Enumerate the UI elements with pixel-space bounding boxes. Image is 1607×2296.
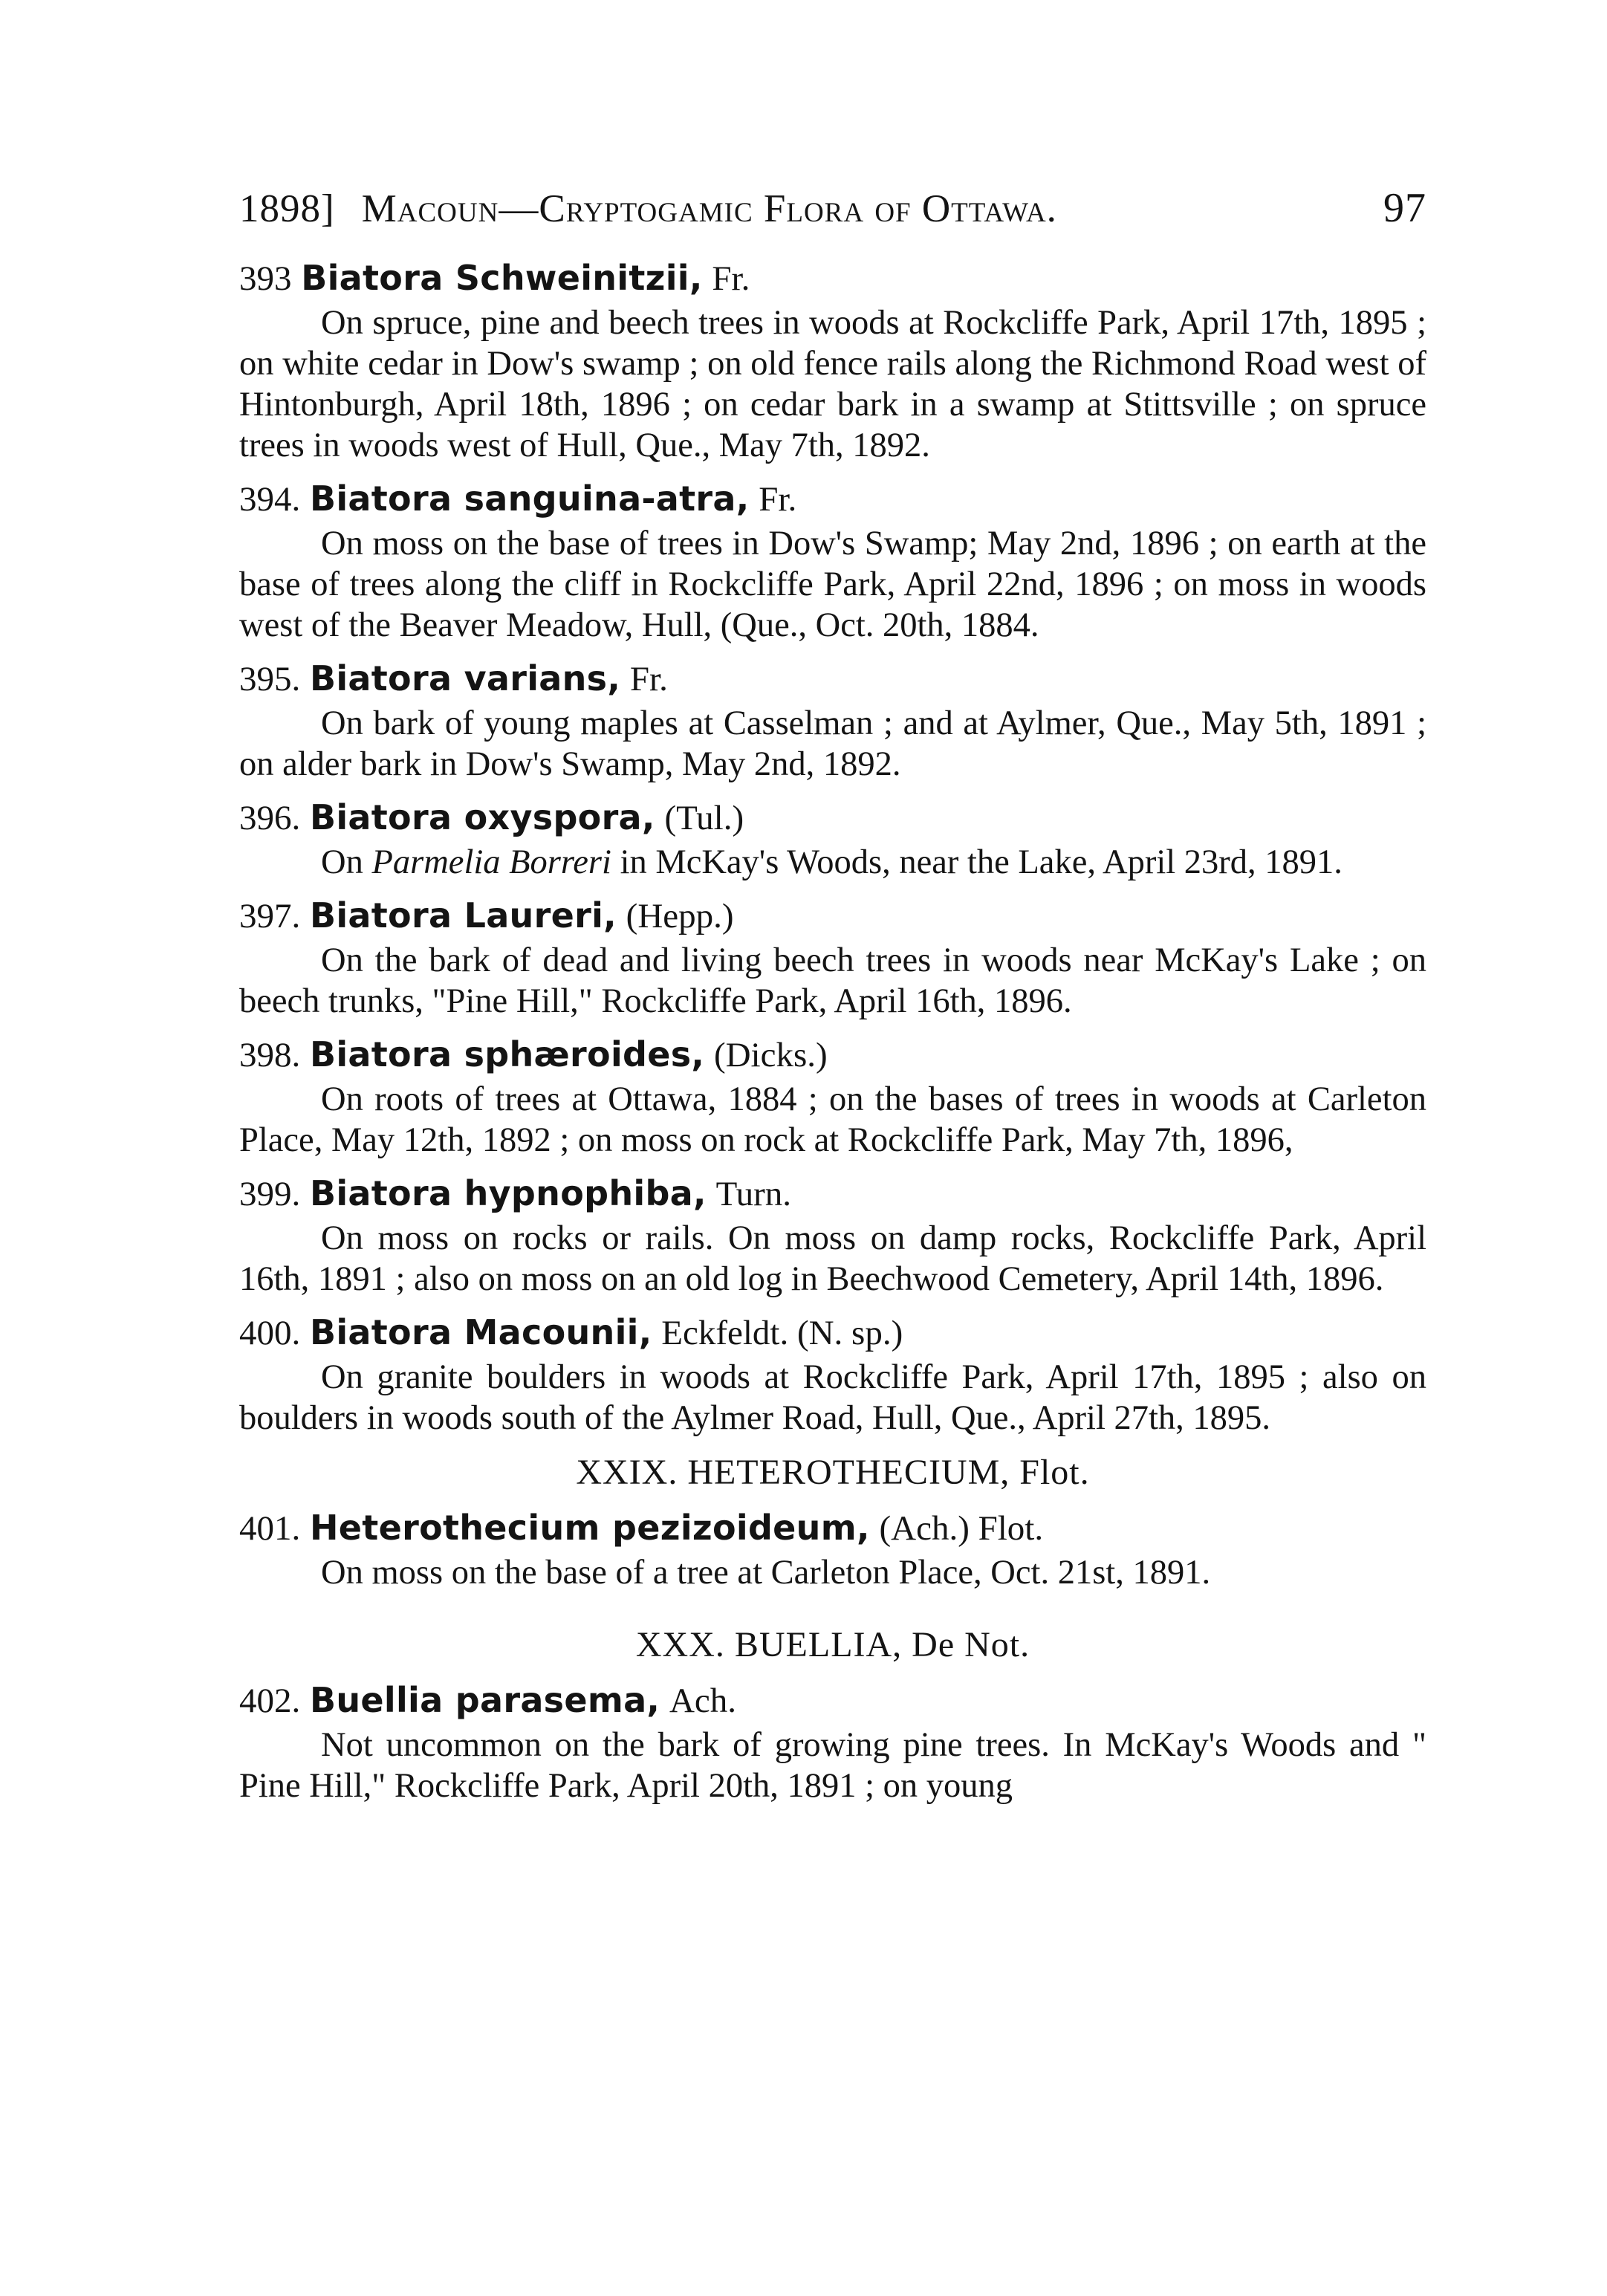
- entry-text: On moss on the base of a tree at Carleton Place, Oct. 21st, 1891.: [321, 1554, 1211, 1592]
- header-title: Macoun—Cryptogamic Flora of Ottawa.: [361, 187, 1057, 230]
- page: [239, 184, 1426, 2250]
- species-authority: Turn.: [715, 1175, 792, 1213]
- species-name: Biatora Macounii,: [310, 1312, 652, 1352]
- species-authority: (Tul.): [664, 799, 744, 837]
- entry-number: 402.: [239, 1682, 301, 1720]
- species-entry-395: [239, 655, 1426, 785]
- species-entry-398: [239, 1031, 1426, 1161]
- species-name: Buellia parasema,: [310, 1680, 660, 1720]
- species-name: Heterothecium pezizoideum,: [310, 1508, 870, 1548]
- entry-heading: [239, 794, 1426, 842]
- entry-number: 395.: [239, 660, 301, 698]
- entry-number: 398.: [239, 1036, 301, 1074]
- entry-heading: [239, 655, 1426, 703]
- genus-section-heading: XXX. BUELLIA, De Not.: [635, 1625, 1030, 1664]
- species-authority: Fr.: [629, 660, 668, 698]
- species-entry-397: [239, 892, 1426, 1022]
- species-authority: Eckfeldt. (N. sp.): [661, 1314, 903, 1352]
- species-authority: (Ach.) Flot.: [879, 1509, 1044, 1548]
- entry-heading: [239, 1308, 1426, 1357]
- species-entry-400: [239, 1308, 1426, 1439]
- species-entry-393: [239, 254, 1426, 466]
- page-number: 97: [1383, 185, 1426, 231]
- entry-number: 400.: [239, 1314, 301, 1352]
- entry-number: 396.: [239, 799, 301, 837]
- entry-text: On moss on rocks or rails. On moss on damp rocks, Rockcliffe Park, April 16th, 1891 ; also on moss on an old log in Beechwood Cemetery, April 14th, 1896.: [239, 1219, 1426, 1298]
- entry-heading: [239, 1170, 1426, 1218]
- entry-text-rest: in McKay's Woods, near the Lake, April 23rd, 1891.: [611, 843, 1343, 881]
- entry-heading: [239, 1504, 1426, 1552]
- species-authority: Fr.: [759, 480, 797, 519]
- entry-number: 397.: [239, 897, 301, 935]
- host-species-italic: Parmelia Borreri: [371, 843, 611, 881]
- entry-number: 399.: [239, 1175, 301, 1213]
- entry-number: 394.: [239, 480, 301, 519]
- species-entry-396: [239, 794, 1426, 883]
- entry-text: On granite boulders in woods at Rockcliffe Park, April 17th, 1895 ; also on boulders in woods south of the Aylmer Road, Hull, Que., April 27th, 1895.: [239, 1358, 1426, 1437]
- genus-section-heading: XXIX. HETEROTHECIUM, Flot.: [576, 1453, 1090, 1492]
- species-entry-394: [239, 475, 1426, 646]
- species-authority: (Hepp.): [626, 897, 734, 935]
- entry-text: On the bark of dead and living beech trees in woods near McKay's Lake ; on beech trunks, "Pine Hill," Rockcliffe Park, April 16th, 1896.: [239, 941, 1426, 1020]
- species-name: Biatora oxyspora,: [310, 797, 655, 837]
- entry-text: On moss on the base of trees in Dow's Swamp; May 2nd, 1896 ; on earth at the base of trees along the cliff in Rockcliffe Park, April 22nd, 1896 ; on moss in woods west of the Beaver Meadow, Hull, (Que., Oct. 20th, 1884.: [239, 525, 1426, 644]
- entry-heading: [239, 1676, 1426, 1725]
- entry-text-lead: On: [321, 843, 372, 881]
- entry-heading: [239, 254, 1426, 302]
- entry-heading: [239, 475, 1426, 523]
- entry-text: On spruce, pine and beech trees in woods at Rockcliffe Park, April 17th, 1895 ; on white cedar in Dow's swamp ; on old fence rails along the Richmond Road west of Hintonburgh, April 18th, 1896 ; on cedar bark in a swamp at Stittsville ; on spruce trees in woods west of Hull, Que., May 7th, 1892.: [239, 304, 1426, 464]
- header-year: 1898]: [239, 187, 335, 230]
- entry-text: [239, 842, 1426, 883]
- species-name: Biatora varians,: [310, 658, 621, 698]
- species-name: Biatora sanguina-atra,: [310, 479, 750, 519]
- species-authority: Fr.: [712, 259, 750, 298]
- entry-number: 393: [239, 259, 292, 298]
- species-entry-402: [239, 1676, 1426, 1806]
- entry-text: On roots of trees at Ottawa, 1884 ; on the bases of trees in woods at Carleton Place, May 12th, 1892 ; on moss on rock at Rockcliffe Park, May 7th, 1896,: [239, 1080, 1426, 1159]
- running-head: [239, 184, 1426, 245]
- entry-text: Not uncommon on the bark of growing pine trees. In McKay's Woods and " Pine Hill," Rockcliffe Park, April 20th, 1891 ; on young: [239, 1726, 1426, 1805]
- entry-text: On bark of young maples at Casselman ; and at Aylmer, Que., May 5th, 1891 ; on alder bark in Dow's Swamp, May 2nd, 1892.: [239, 704, 1426, 783]
- species-entry-401: [239, 1504, 1426, 1593]
- entry-heading: [239, 1031, 1426, 1079]
- species-name: Biatora Schweinitzii,: [301, 258, 703, 298]
- species-authority: Ach.: [669, 1682, 736, 1720]
- species-name: Biatora hypnophiba,: [310, 1173, 707, 1213]
- species-name: Biatora Laureri,: [310, 895, 617, 935]
- entry-number: 401.: [239, 1509, 301, 1548]
- species-entry-399: [239, 1170, 1426, 1300]
- species-authority: (Dicks.): [713, 1036, 828, 1074]
- species-name: Biatora sphæroides,: [310, 1034, 705, 1074]
- entry-heading: [239, 892, 1426, 940]
